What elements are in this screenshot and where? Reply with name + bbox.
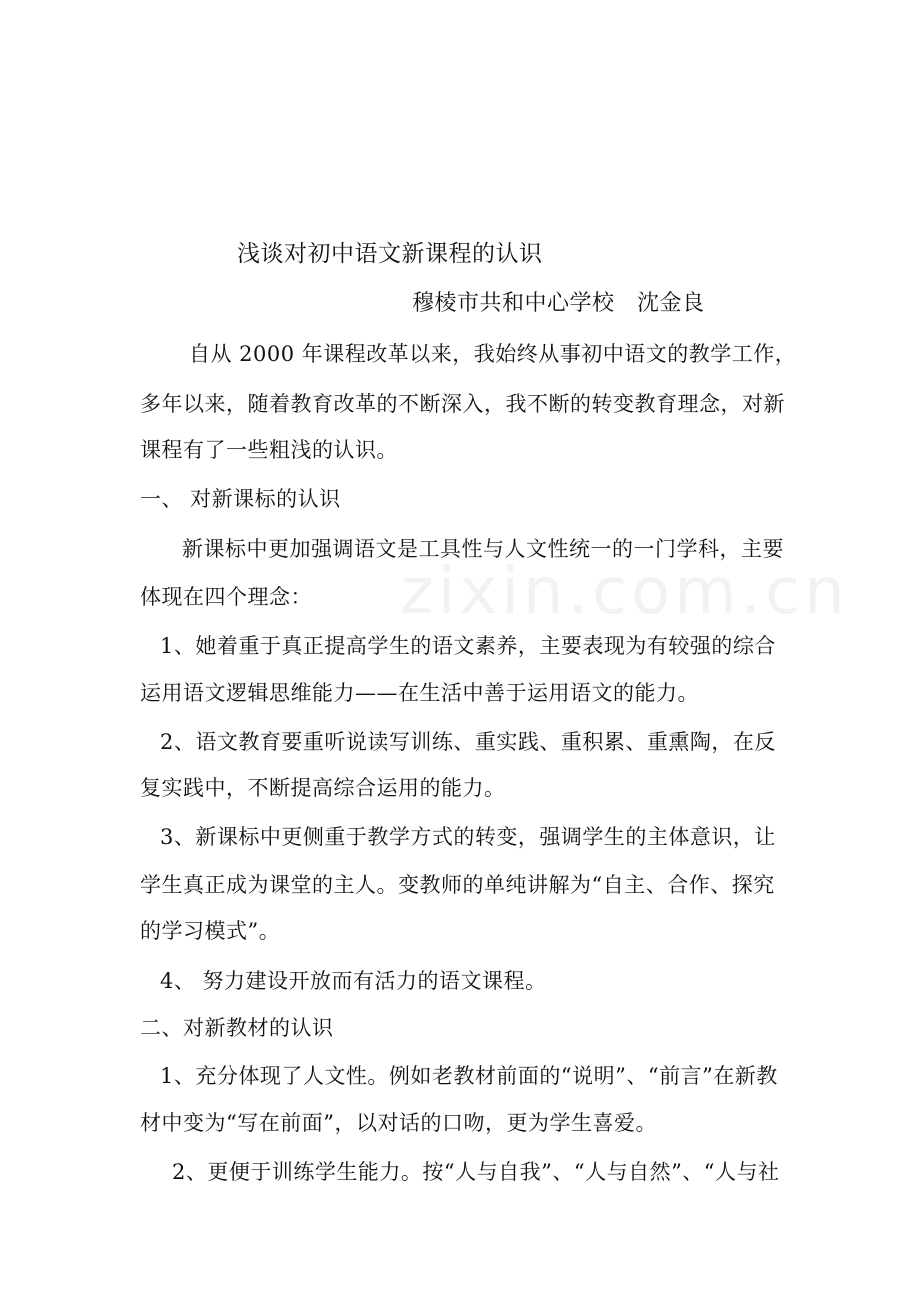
section1-point-4: 4、 努力建设开放而有活力的语文课程。 (160, 969, 547, 993)
section1-point-3-line-2: 学生真正成为课堂的主人。变教师的单纯讲解为“自主、合作、探究 (140, 873, 775, 897)
section1-lead-line-1: 新课标中更加强调语文是工具性与人文性统一的一门学科，主要 (182, 537, 784, 561)
section1-point-2-line-1: 2、语文教育要重听说读写训练、重实践、重积累、重熏陶，在反 (160, 730, 776, 754)
section1-lead-line-2: 体现在四个理念： (140, 585, 312, 609)
author-line: 穆棱市共和中心学校 沈金良 (412, 291, 705, 316)
document-title: 浅谈对初中语文新课程的认识 (237, 241, 543, 267)
section2-point-1-line-1: 1、充分体现了人文性。例如老教材前面的“说明”、“前言”在新教 (160, 1064, 778, 1088)
section1-heading: 一、 对新课标的认识 (140, 487, 341, 511)
section1-point-1-line-1: 1、她着重于真正提高学生的语文素养，主要表现为有较强的综合 (160, 634, 776, 658)
intro-line-2: 多年以来，随着教育改革的不断深入，我不断的转变教育理念，对新 (140, 392, 785, 416)
section1-point-3-line-3: 的学习模式”。 (140, 919, 281, 943)
intro-line-3: 课程有了一些粗浅的认识。 (140, 438, 398, 462)
section2-point-2-line-1: 2、更便于训练学生能力。按“人与自我”、“人与自然”、“人与社 (172, 1160, 780, 1184)
section2-heading: 二、对新教材的认识 (140, 1016, 334, 1040)
section1-point-2-line-2: 复实践中，不断提高综合运用的能力。 (140, 776, 506, 800)
section2-point-1-line-2: 材中变为“写在前面”，以对话的口吻，更为学生喜爱。 (140, 1111, 657, 1135)
intro-line-1: 自从 2000 年课程改革以来，我始终从事初中语文的教学工作， (189, 342, 797, 366)
section1-point-3-line-1: 3、新课标中更侧重于教学方式的转变，强调学生的主体意识，让 (160, 825, 776, 849)
section1-point-1-line-2: 运用语文逻辑思维能力——在生活中善于运用语文的能力。 (140, 681, 699, 705)
watermark: zixin.com.cn (400, 555, 849, 629)
